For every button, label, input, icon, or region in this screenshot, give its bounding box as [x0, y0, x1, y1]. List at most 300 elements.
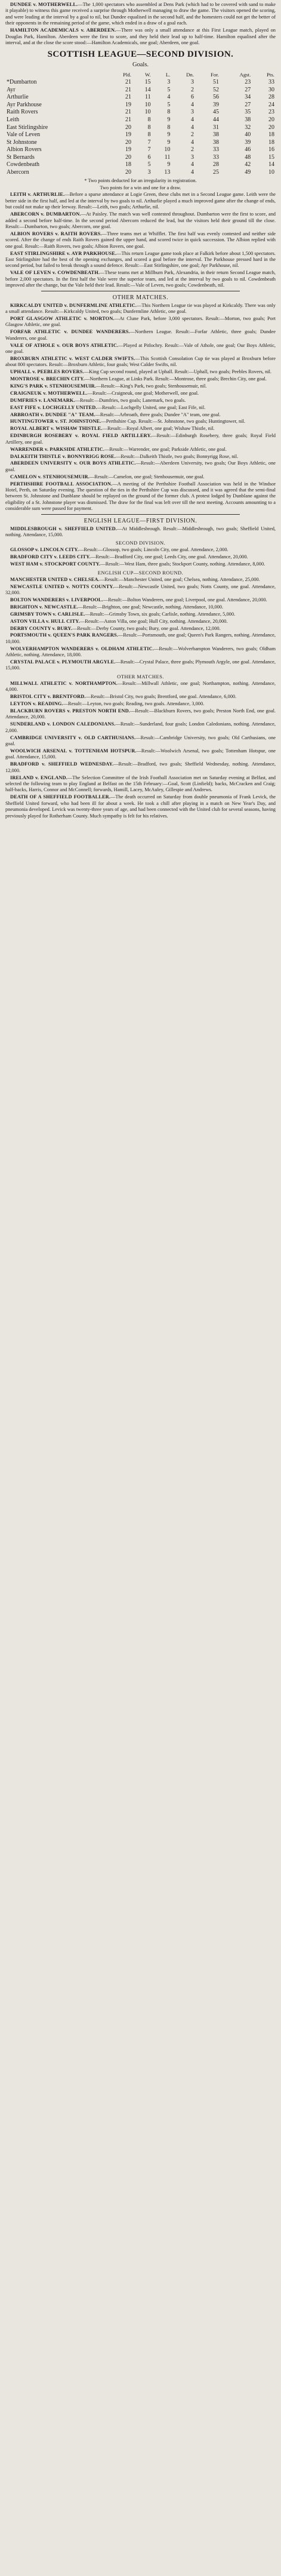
- table-cell: 7: [147, 146, 151, 153]
- team-name: St Bernards: [7, 153, 35, 161]
- match-report: [5, 405, 276, 411]
- table-cell: 40: [245, 131, 251, 139]
- match-report-lead: ABERCORN v. DUMBARTON.: [10, 211, 81, 217]
- other-matches-heading: OTHER MATCHES.: [112, 294, 169, 301]
- match-report-lead: MILLWALL ATHLETIC v. NORTHAMPTON.: [10, 680, 118, 686]
- match-report-lead: ARBROATH v. DUNDEE "A" TEAM.: [10, 411, 95, 417]
- match-report: [5, 474, 276, 480]
- match-report-text: —Northern League, at Links Park. Result:—Montrose, three goals; Brechin City, one goal.: [84, 376, 267, 382]
- match-report-lead: VALE OF ATHOLE v. OUR BOYS ATHLETIC.: [10, 342, 119, 348]
- match-report-text: —Before a sparse attendance at Logie Green, these clubs met in a Second League game. Leith were the better side in the first half, and led at the interval by two goals to nil. Arthurlie played a much improved game after the change of ends, but could not make up their leeway. Result:—Leith, two goals; Arthurlie, nil.: [5, 192, 276, 210]
- match-report-lead: DERBY COUNTY v. BURY.: [10, 625, 72, 631]
- section-divider: [41, 514, 240, 515]
- match-report-lead: LEYTON v. READING.: [10, 701, 63, 707]
- match-report: [5, 748, 276, 761]
- table-cell: 20: [125, 124, 131, 131]
- match-report-lead: DUMFRIES v. LANEMARK.: [10, 397, 75, 403]
- table-cell: 2: [191, 131, 194, 139]
- table-cell: 39: [245, 139, 251, 146]
- match-report-lead: GLOSSOP v. LINCOLN CITY.: [10, 547, 79, 553]
- match-report-lead: CRAIGNEUK v. MOTHERWELL.: [10, 390, 88, 396]
- match-report-text: —The 1,000 spectators who assembled at Dens Park (which had to be covered with sand to make it playable) to witness this game received a surprise through Motherwell managing to draw the game. The visitors opened the scoring, and were leading at the interval by a goal to nil, but Dundee equalised in the second half, and the homesters could not get the better of their opponents in the remaining period of the game, which ended in a draw of a goal each.: [5, 2, 276, 26]
- newspaper-column: [5, 0, 276, 819]
- match-report-lead: ASTON VILLA v. HULL CITY.: [10, 618, 80, 624]
- match-report-text: —Result:—Glossop, two goals; Lincoln City, one goal. Attendance, 2,000.: [78, 547, 228, 553]
- match-report-text: —Three teams met at Whifflet. The first half was evenly contested and neither side scored. After the change of ends Raith Rovers gained the upper hand, and scored twice in quick succession. The Albion replied with one goal. Result:—Raith Rovers, two goals; Albion Rovers, one goal.: [5, 230, 276, 249]
- match-report: [5, 303, 276, 315]
- association-note-text: —A meeting of the Perthshire Football Association was held in the Windsor Hotel, Perth, on Saturday evening. The question of the ties in the Perthshire Cup was discussed, and it was agreed that the semi-final between St. Johnstone and Dunblane should be replayed on the ground of the former club. A protest lodged by Dunblane against the eligibility of a St. Johnstone player was dismissed. The draw for the final was left over till the next meeting. Accounts amounting to a considerable sum were passed for payment.: [5, 481, 276, 512]
- table-cell: 9: [167, 131, 171, 139]
- table-cell: 38: [212, 131, 219, 139]
- table-subnote: Two points for a win and one for a draw.: [100, 185, 181, 190]
- match-report-text: —Result:—Bradford City, one goal; Leeds City, one goal. Attendance, 20,000.: [90, 554, 248, 560]
- english-cup-list: [5, 577, 276, 672]
- table-cell: 49: [245, 169, 251, 176]
- match-report-text: —Result:—Manchester United, one goal; Chelsea, nothing. Attendance, 25,000.: [99, 576, 260, 582]
- table-cell: 5: [167, 86, 171, 93]
- match-report-lead: WOOLWICH ARSENAL v. TOTTENHAM HOTSPUR.: [10, 748, 137, 754]
- match-report: [5, 211, 276, 230]
- table-cell: 44: [212, 116, 219, 123]
- match-report: [5, 597, 276, 603]
- table-row: [5, 139, 276, 147]
- match-report: [5, 708, 276, 721]
- match-report-lead: CRYSTAL PALACE v. PLYMOUTH ARGYLE.: [10, 659, 116, 665]
- match-report: [5, 329, 276, 342]
- table-cell: 5: [167, 101, 171, 108]
- table-cell: 33: [212, 153, 219, 161]
- table-cell: 15: [268, 153, 274, 161]
- match-report-lead: GRIMSBY TOWN v. CARLISLE.: [10, 611, 85, 617]
- match-report-text: —Result:—Woolwich Arsenal, two goals; Tottenham Hotspur, one goal. Attendance, 15,000.: [5, 748, 276, 760]
- match-report: [5, 192, 276, 210]
- table-row: [5, 154, 276, 162]
- team-name: Raith Rovers: [7, 109, 38, 116]
- team-name: Cowdenbeath: [7, 161, 39, 168]
- team-selection-note-text: —The Selection Committee of the Irish Football Association met on Saturday evening at Belfast, and selected the following team to play England at Belfast on the 15th February:—Goal, Scott (Linfield); backs, McCracken and Craig; half-backs, Harris, Connor and McConnell; forwards, Hamill, Lacey, McAuley, Gillespie and Andrews.: [5, 774, 276, 793]
- match-report-lead: WOLVERHAMPTON WANDERERS v. OLDHAM ATHLETIC.: [10, 645, 154, 651]
- match-report: [5, 454, 276, 460]
- match-report-text: —Result:—Edinburgh Rosebery, three goals; Royal Field Artillery, one goal.: [5, 433, 276, 445]
- match-report-text: —These teams met at Millburn Park, Alexandria, in their return Second League match, before 2,000 spectators. In the first half the Vale were the superior team, and led at the interval by two goals to nil. Cowdenbeath improved after the change, but the Vale held their lead. Result:—Vale of Leven, two goals; Cowdenbeath, nil.: [5, 270, 276, 288]
- table-cell: 3: [147, 169, 151, 176]
- match-report-lead: DUNDEE v. MOTHERWELL.: [10, 2, 78, 7]
- column-header: Agst.: [239, 72, 251, 78]
- table-cell: 25: [212, 169, 219, 176]
- team-name: Leith: [7, 116, 20, 123]
- match-report: [5, 27, 276, 46]
- table-cell: 15: [144, 78, 151, 85]
- match-report-text: —Result:—Bristol City, two goals; Brentford, one goal. Attendance, 6,000.: [85, 694, 237, 700]
- table-cell: 8: [167, 109, 171, 116]
- table-cell: 27: [245, 101, 251, 108]
- top-reports: [5, 2, 276, 46]
- table-cell: 18: [125, 161, 131, 168]
- match-report-text: —Result:—Brighton, one goal; Newcastle, nothing. Attendance, 10,000.: [78, 604, 224, 610]
- match-report-lead: BRADFORD CITY v. LEEDS CITY.: [10, 554, 91, 560]
- match-report-text: —Played at Pitlochry. Result:—Vale of Athole, one goal; Our Boys Athletic, one goal.: [5, 342, 276, 354]
- column-header: L.: [165, 72, 171, 78]
- column-header: Pld.: [123, 72, 131, 78]
- match-report-lead: FORFAR ATHLETIC v. DUNDEE WANDERERS.: [10, 329, 130, 335]
- match-report-text: —Result:—West Ham, three goals; Stockport County, nothing. Attendance, 8,000.: [100, 561, 265, 567]
- match-report-lead: ROYAL ALBERT v. WISHAW THISTLE.: [10, 426, 103, 432]
- league-table-body: [5, 79, 276, 177]
- match-report-text: —Result:—Aberdeen University, two goals; Our Boys Athletic, one goal.: [5, 460, 276, 472]
- table-cell: 23: [245, 78, 251, 85]
- table-cell: 20: [125, 169, 131, 176]
- table-cell: 4: [167, 94, 171, 101]
- match-report: [5, 604, 276, 610]
- match-report-text: —This Scottish Consolation Cup tie was played at Broxburn before about 800 spectators. Result:—Broxburn Athletic, four goals; West Calder Swifts, nil.: [5, 355, 276, 368]
- match-report-lead: PORTSMOUTH v. QUEEN'S PARK RANGERS.: [10, 632, 118, 638]
- match-report: [5, 383, 276, 389]
- match-report-lead: BRADFORD v. SHEFFIELD WEDNESDAY.: [10, 761, 114, 767]
- match-report: [5, 735, 276, 748]
- table-cell: 33: [212, 146, 219, 153]
- table-caption: Goals.: [132, 62, 149, 69]
- match-report-text: —Result:—Sunderland, four goals; London Caledonians, nothing. Attendance, 2,000.: [5, 721, 276, 733]
- table-cell: 3: [191, 153, 194, 161]
- table-cell: 3: [191, 78, 194, 85]
- league-table: [5, 71, 276, 176]
- match-report-text: —Result:—Camelon, one goal; Stenhousemuir, one goal.: [89, 474, 205, 479]
- match-report: [5, 412, 276, 418]
- match-report-lead: CAMELON v. STENHOUSEMUIR.: [10, 474, 89, 479]
- match-report-lead: EAST STIRLINGSHIRE v. AYR PARKHOUSE.: [10, 250, 117, 256]
- table-cell: 9: [167, 161, 171, 168]
- match-report-text: —Result:—Bolton Wanderers, one goal; Liverpool, one goal. Attendance, 20,000.: [103, 597, 267, 602]
- match-report: [5, 343, 276, 355]
- table-cell: 6: [147, 153, 151, 161]
- table-cell: 20: [268, 116, 274, 123]
- obituary-note: [5, 794, 276, 819]
- match-report-lead: CAMBRIDGE UNIVERSITY v. OLD CARTHUSIANS.: [10, 734, 136, 740]
- table-cell: 4: [191, 124, 194, 131]
- team-name: St Johnstone: [7, 139, 37, 146]
- match-report-lead: KING'S PARK v. STENHOUSEMUIR.: [10, 383, 96, 389]
- match-report: [5, 554, 276, 560]
- match-report: [5, 2, 276, 27]
- match-report-text: —Result:—Grimsby Town, six goals; Carlisle, nothing. Attendance, 5,000.: [85, 611, 236, 617]
- match-report-lead: LEITH v. ARTHURLIE.: [10, 192, 65, 198]
- match-report-text: —Result:—Millwall Athletic, one goal; Northampton, nothing. Attendance, 4,000.: [5, 680, 276, 693]
- table-cell: 38: [245, 116, 251, 123]
- table-cell: 39: [212, 101, 219, 108]
- match-report-text: —Result:—Portsmouth, one goal; Queen's Park Rangers, nothing. Attendance, 10,000.: [5, 632, 276, 644]
- table-cell: 4: [191, 101, 194, 108]
- table-row: [5, 109, 276, 116]
- table-cell: 19: [125, 146, 131, 153]
- table-row: [5, 161, 276, 169]
- table-cell: 8: [167, 124, 171, 131]
- english-cup-heading: ENGLISH CUP—SECOND ROUND.: [97, 569, 184, 576]
- match-report-lead: MANCHESTER UNITED v. CHELSEA.: [10, 576, 100, 582]
- match-report-text: —Result:—Dalkeith Thistle, two goals; Bonnyrigg Rose, nil.: [115, 453, 239, 459]
- table-cell: 11: [145, 94, 151, 101]
- match-report-lead: MONTROSE v. BRECHIN CITY.: [10, 376, 85, 382]
- table-cell: 45: [212, 109, 219, 116]
- table-cell: 28: [268, 94, 274, 101]
- match-report: [5, 398, 276, 404]
- match-report-text: —There was only a small attendance at this First League match, played on Douglas Park, Hamilton. Aberdeen were the first to score, and they held their lead up to half-time. Hamilton equalised after the interval, and at the close the score stood:—Hamilton Academicals, one goal; Aberdeen, one goal.: [5, 27, 276, 45]
- table-row: [5, 79, 276, 87]
- match-report: [5, 316, 276, 328]
- match-report-lead: WARRENDER v. PARKSIDE ATHLETIC.: [10, 446, 104, 452]
- team-name: Arthurlie: [7, 94, 29, 101]
- match-report-text: —Result:—Blackburn Rovers, two goals; Preston North End, one goal. Attendance, 20,000.: [5, 708, 276, 720]
- match-report-text: —Result:—Bradford, two goals; Sheffield Wednesday, nothing. Attendance, 12,000.: [5, 761, 276, 773]
- match-report-lead: BLACKBURN ROVERS v. PRESTON NORTH END.: [10, 708, 130, 714]
- match-report-lead: BRISTOL CITY v. BRENTFORD.: [10, 694, 86, 700]
- match-report-lead: MIDDLESBROUGH v. SHEFFIELD UNITED.: [10, 525, 117, 531]
- table-note: * Two points deducted for an irregularity in registration.: [84, 177, 197, 183]
- table-cell: 10: [144, 109, 151, 116]
- table-cell: 21: [125, 116, 131, 123]
- table-cell: 21: [125, 86, 131, 93]
- match-report: [5, 231, 276, 250]
- table-cell: 46: [245, 146, 251, 153]
- match-report-lead: NEWCASTLE UNITED v. NOTTS COUNTY.: [10, 583, 114, 589]
- table-cell: 20: [125, 153, 131, 161]
- match-report: [5, 721, 276, 734]
- match-report-text: —This return League game took place at Falkirk before about 1,500 spectators. East Stirlingshire had the best of the opening exchanges, and scored a goal before the interval. The Parkhouse pressed hard in the second period, but failed to break through a sound defence. Result:—East Stirlingshire, one goal; Ayr Parkhouse, nil.: [5, 250, 276, 269]
- english-first-division-list: [5, 526, 276, 539]
- table-cell: 2: [191, 146, 194, 153]
- match-report: [5, 659, 276, 672]
- obituary-note-lead: DEATH OF A SHEFFIELD FOOTBALLER.: [10, 794, 111, 800]
- other-english-list: [5, 681, 276, 774]
- match-report: [5, 646, 276, 659]
- match-report: [5, 561, 276, 567]
- table-cell: 21: [125, 78, 131, 85]
- match-report-lead: HAMILTON ACADEMICALS v. ABERDEEN.: [10, 27, 116, 33]
- match-report-text: —Result:—King's Park, two goals; Stenhousemuir, nil.: [95, 383, 207, 389]
- team-name: *Dumbarton: [7, 78, 37, 85]
- obituary-note-text: —The death occurred on Saturday from double pneumonia of Frank Levick, the Sheffield United forward, who had been ill for about a week. He took a chill after playing in a match on New Year's Day, and pneumonia developed. Levick was twenty-three years of age, and had been connected with the United club for several seasons, having previously played for Rotherham County. Much sympathy is felt for his relatives.: [5, 794, 276, 819]
- table-cell: 5: [147, 161, 151, 168]
- english-league-heading: ENGLISH LEAGUE—FIRST DIVISION.: [84, 517, 197, 524]
- match-report-text: —Result:—Arbroath, three goals; Dundee "A" team, one goal.: [95, 411, 221, 417]
- match-report: [5, 426, 276, 432]
- match-report-text: —Result:—Cambridge University, two goals; Old Carthusians, one goal.: [5, 734, 276, 747]
- table-cell: 51: [212, 78, 219, 85]
- match-report-text: —Result:—Crystal Palace, three goals; Plymouth Argyle, one goal. Attendance, 15,000.: [5, 659, 276, 671]
- table-cell: 52: [212, 86, 219, 93]
- table-cell: 8: [147, 124, 151, 131]
- table-cell: 27: [245, 86, 251, 93]
- match-report-text: —Result:—Aston Villa, one goal; Hull City, nothing. Attendance, 20,000.: [79, 618, 228, 624]
- table-cell: 4: [191, 116, 194, 123]
- column-header: W.: [144, 72, 151, 78]
- match-report-lead: DALKEITH THISTLE v. BONNYRIGG ROSE.: [10, 453, 116, 459]
- table-row: [5, 146, 276, 154]
- match-report-text: —Result:—Craigneuk, one goal; Motherwell, one goal.: [87, 390, 199, 396]
- match-report-text: —Result:—Newcastle United, two goals; Notts County, one goal. Attendance, 32,000.: [5, 583, 276, 595]
- table-cell: 8: [147, 116, 151, 123]
- ireland-note: [5, 775, 276, 794]
- match-report: [5, 369, 276, 375]
- table-cell: 20: [125, 139, 131, 146]
- english-second-division-heading: SECOND DIVISION.: [115, 540, 166, 546]
- match-report: [5, 270, 276, 288]
- column-header: For.: [211, 72, 219, 78]
- table-cell: 21: [125, 109, 131, 116]
- table-cell: 7: [147, 139, 151, 146]
- table-cell: 19: [125, 131, 131, 139]
- match-report: [5, 251, 276, 269]
- table-cell: 10: [144, 101, 151, 108]
- match-report-text: —Perthshire Cup. Result:—St. Johnstone, two goals; Huntingtower, nil.: [101, 419, 245, 425]
- table-cell: 33: [268, 78, 274, 85]
- table-cell: 10: [268, 169, 274, 176]
- match-report: [5, 577, 276, 583]
- match-report: [5, 626, 276, 632]
- match-report-text: —Result:—Dumfries, two goals; Lanemark, two goals.: [75, 397, 186, 403]
- column-header: Pts.: [267, 72, 274, 78]
- table-cell: 34: [245, 94, 251, 101]
- second-division-reports: [5, 192, 276, 288]
- match-report-text: —King Cup second round, played at Uphall. Result:—Uphall, two goals; Peebles Rovers, nil.: [84, 369, 272, 375]
- table-cell: 13: [164, 169, 171, 176]
- table-cell: 3: [191, 109, 194, 116]
- match-report: [5, 419, 276, 425]
- match-report-lead: BOLTON WANDERERS v. LIVERPOOL.: [10, 597, 103, 602]
- table-cell: 9: [167, 116, 171, 123]
- team-name: Albion Rovers: [7, 146, 42, 153]
- association-note-lead: PERTHSHIRE FOOTBALL ASSOCIATION.: [10, 481, 113, 487]
- table-cell: 4: [191, 139, 194, 146]
- match-report-lead: BROXBURN ATHLETIC v. WEST CALDER SWIFTS.: [10, 355, 135, 361]
- match-report: [5, 701, 276, 707]
- table-cell: 4: [191, 161, 194, 168]
- table-cell: 3: [167, 78, 171, 85]
- match-report: [5, 460, 276, 473]
- match-report-lead: BRIGHTON v. NEWCASTLE.: [10, 604, 78, 610]
- match-report: [5, 447, 276, 453]
- team-column-header: [5, 71, 107, 79]
- second-division-heading: SCOTTISH LEAGUE—SECOND DIVISION.: [47, 50, 234, 60]
- table-row: [5, 116, 276, 124]
- match-report-lead: VALE OF LEVEN v. COWDENBEATH.: [10, 270, 100, 276]
- match-report-text: —Result:—Wolverhampton Wanderers, two goals; Oldham Athletic, nothing. Attendance, 18,000.: [5, 645, 276, 658]
- table-cell: 10: [164, 146, 171, 153]
- table-row: [5, 169, 276, 177]
- table-cell: 23: [268, 109, 274, 116]
- match-report: [5, 356, 276, 368]
- match-report-text: —At Clune Park, before 3,000 spectators. Result:—Morton, two goals; Port Glasgow Athletic, one goal.: [5, 315, 276, 328]
- table-cell: 14: [144, 86, 151, 93]
- table-cell: 6: [191, 94, 194, 101]
- table-cell: 48: [245, 153, 251, 161]
- match-report-text: —Result:—Warrender, one goal; Parkside Athletic, one goal.: [104, 446, 227, 452]
- match-report: [5, 761, 276, 774]
- match-report-text: —Result:—Leyton, two goals; Reading, two goals. Attendance, 3,000.: [63, 701, 205, 707]
- match-report-text: —Result:—Derby County, two goals; Bury, one goal. Attendance, 12,000.: [72, 625, 221, 631]
- match-report: [5, 547, 276, 553]
- table-cell: 35: [245, 109, 251, 116]
- association-note: [5, 481, 276, 512]
- match-report: [5, 694, 276, 700]
- match-report: [5, 584, 276, 597]
- match-report-lead: EDINBURGH ROSEBERY v. ROYAL FIELD ARTILLERY.: [10, 433, 152, 439]
- match-report-lead: SUNDERLAND v. LONDON CALEDONIANS.: [10, 721, 116, 727]
- column-header: Dn.: [186, 72, 194, 78]
- table-cell: 9: [167, 139, 171, 146]
- team-name: East Stirlingshire: [7, 124, 48, 131]
- table-row: [5, 131, 276, 139]
- table-cell: 11: [164, 153, 171, 161]
- english-second-division-list: [5, 547, 276, 567]
- team-name: Ayr: [7, 86, 16, 93]
- table-row: [5, 94, 276, 102]
- table-cell: 31: [212, 124, 219, 131]
- match-report: [5, 526, 276, 539]
- table-cell: 24: [268, 101, 274, 108]
- team-selection-note: [5, 775, 276, 794]
- match-report-lead: EAST FIFE v. LOCHGELLY UNITED.: [10, 404, 97, 410]
- other-matches-list: [5, 303, 276, 481]
- table-cell: 16: [268, 146, 274, 153]
- table-cell: 20: [268, 124, 274, 131]
- table-cell: 30: [268, 86, 274, 93]
- table-cell: 28: [212, 161, 219, 168]
- table-cell: 38: [212, 139, 219, 146]
- team-selection-note-lead: IRELAND v. ENGLAND.: [10, 774, 67, 780]
- table-cell: 2: [191, 86, 194, 93]
- match-report-lead: HUNTINGTOWER v. ST. JOHNSTONE.: [10, 419, 101, 425]
- table-cell: 21: [125, 94, 131, 101]
- table-cell: 42: [245, 161, 251, 168]
- league-table-header: [5, 71, 276, 79]
- match-report: [5, 681, 276, 693]
- other-english-heading: OTHER MATCHES.: [117, 673, 164, 680]
- table-cell: 18: [268, 139, 274, 146]
- table-cell: 19: [125, 101, 131, 108]
- match-report: [5, 632, 276, 645]
- table-cell: 56: [212, 94, 219, 101]
- match-report-text: —At Paisley. The match was well contested throughout. Dumbarton were the first to score, and added a second before half-time. In the second period Abercorn reduced the lead, but the visitors held their ground till the close. Result:—Dumbarton, two goals; Abercorn, one goal.: [5, 211, 276, 229]
- table-cell: 8: [147, 131, 151, 139]
- table-cell: 18: [268, 131, 274, 139]
- table-row: [5, 87, 276, 94]
- match-report-text: —Northern League. Result:—Forfar Athletic, three goals; Dundee Wanderers, one goal.: [5, 329, 276, 341]
- match-report-lead: WEST HAM v. STOCKPORT COUNTY.: [10, 561, 101, 567]
- table-cell: 4: [191, 169, 194, 176]
- match-report: [5, 376, 276, 382]
- match-report-lead: KIRKCALDY UNITED v. DUNFERMLINE ATHLETIC.: [10, 302, 137, 308]
- team-name: Abercorn: [7, 169, 29, 176]
- match-report-text: —Result:—Royal Albert, one goal; Wishaw Thistle, nil.: [102, 426, 215, 432]
- table-row: [5, 102, 276, 109]
- table-cell: 32: [245, 124, 251, 131]
- team-name: Vale of Leven: [7, 131, 41, 139]
- match-report-lead: PORT GLASGOW ATHLETIC v. MORTON.: [10, 315, 115, 321]
- match-report: [5, 619, 276, 625]
- match-report: [5, 611, 276, 617]
- team-name: Ayr Parkhouse: [7, 101, 42, 108]
- match-report-lead: UPHALL v. PEEBLES ROVERS.: [10, 369, 84, 375]
- table-cell: 14: [268, 161, 274, 168]
- table-row: [5, 124, 276, 132]
- match-report: [5, 433, 276, 445]
- perthshire-note: [5, 481, 276, 512]
- match-report-text: —At Middlesbrough. Result:—Middlesbrough, two goals; Sheffield United, nothing. Attendance, 15,000.: [5, 525, 276, 538]
- death-note: [5, 794, 276, 819]
- match-report-text: —This Northern League tie was played at Kirkcaldy. There was only a small attendance. Result:—Kirkcaldy United, two goals; Dunfermline Athletic, one goal.: [5, 302, 276, 314]
- match-report-text: —Result:—Lochgelly United, one goal; East Fife, nil.: [97, 404, 206, 410]
- match-report-lead: ABERDEEN UNIVERSITY v. OUR BOYS ATHLETIC.: [10, 460, 136, 466]
